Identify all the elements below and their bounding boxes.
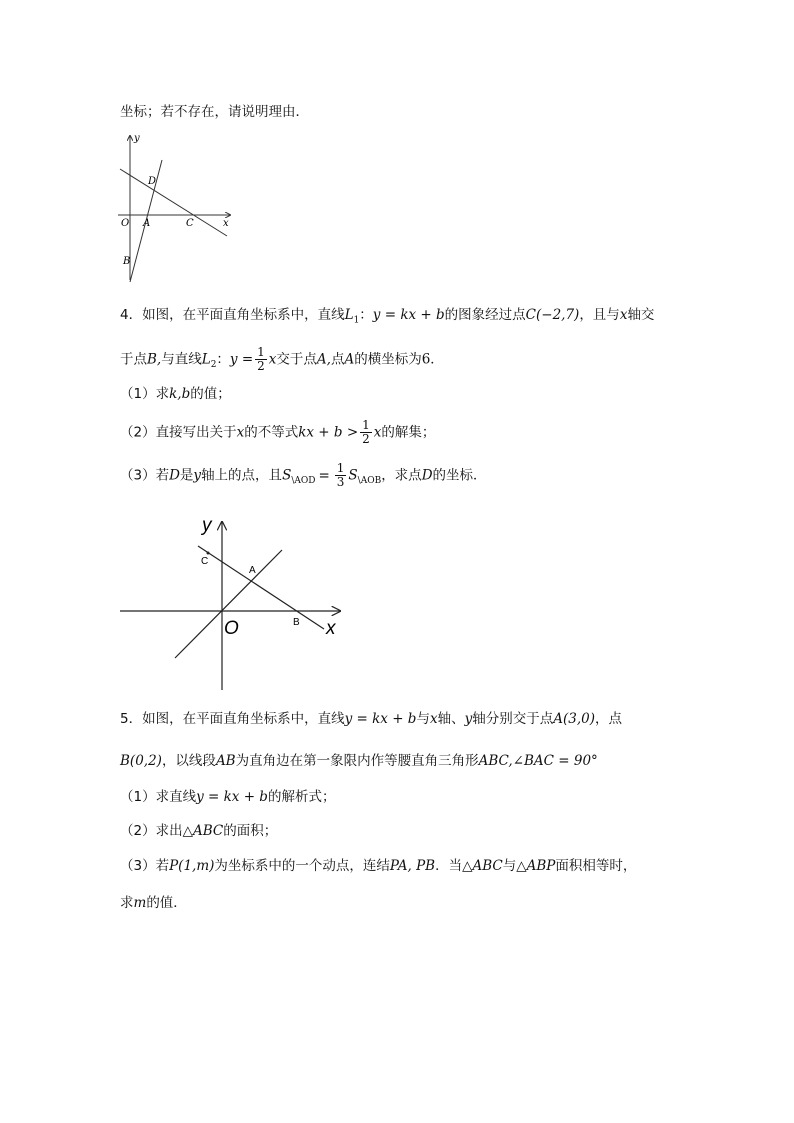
fig1-label-a: A (143, 218, 151, 229)
fig2-label-c: C (201, 556, 209, 567)
point-b: B(0,2) (120, 753, 162, 769)
point-a: A(3,0) (553, 711, 595, 727)
intro-text: 坐标；若不存在，请说明理由． (120, 104, 309, 120)
figure-1-graph (112, 130, 242, 290)
fig1-label-c: C (186, 218, 194, 229)
q4-part-3: （3）若D是y轴上的点，且$S_{\backslash AOD}$ = $\frac{1}{3}$ $S_{\backslash AOB}$，求点D的坐标． (120, 461, 487, 489)
fig1-line-dc (120, 169, 227, 236)
fig2-label-x: x (326, 618, 336, 639)
fig1-label-o: O (121, 218, 130, 229)
fig2-point-c (207, 552, 210, 555)
fig1-label-b: B (123, 256, 131, 267)
figure-2-graph (112, 512, 352, 692)
q5-line-1: 5．如图，在平面直角坐标系中，直线y = kx + b与x轴、y轴分别交于点A(3,0)，点 (120, 711, 622, 727)
fraction-half-2: $\frac{1}{2}$ (362, 418, 370, 446)
fraction-third: $\frac{1}{3}$ (336, 461, 345, 489)
q5-part-3: （3）若P(1,m)为坐标系中的一个动点，连结PA, PB．当△ABC与△ABP面积相等时， (120, 858, 637, 874)
fig2-label-o: O (224, 618, 239, 639)
fraction-half: $\frac{1}{2}$ (257, 345, 265, 373)
intro-line (120, 102, 309, 122)
fig1-label-d: D (148, 176, 157, 187)
fig1-label-x: x (223, 218, 229, 229)
q4-part-1: （1）求k,b的值； (120, 386, 231, 402)
q5-part-1: （1）求直线y = kx + b的解析式； (120, 789, 336, 805)
q4-line-2: 于点B,与直线$L_2$：y = $\frac{1}{2}$ x交于点A,点A的横坐标为6． (120, 345, 444, 373)
fig1-label-y: y (134, 133, 140, 144)
fig2-label-b: B (293, 617, 300, 628)
fig2-label-a: A (249, 565, 256, 576)
point-c: C(−2,7) (525, 307, 580, 323)
q4-line-1: 4．如图，在平面直角坐标系中，直线$L_1$：y = kx + b的图象经过点C(−2,7)，且与x轴交 (120, 307, 655, 326)
q5-line-2: B(0,2)，以线段AB为直角边在第一象限内作等腰直角三角形ABC,∠BAC = 90° (120, 753, 598, 769)
point-p: P(1,m) (169, 858, 215, 874)
q5-part-2: （2）求出△ABC的面积； (120, 823, 278, 839)
fig2-label-y: y (202, 515, 212, 536)
q4-part-2: （2）直接写出关于x的不等式kx + b > $\frac{1}{2}$ x的解集； (120, 418, 436, 446)
q5-part-3-cont: 求m的值． (120, 895, 187, 911)
